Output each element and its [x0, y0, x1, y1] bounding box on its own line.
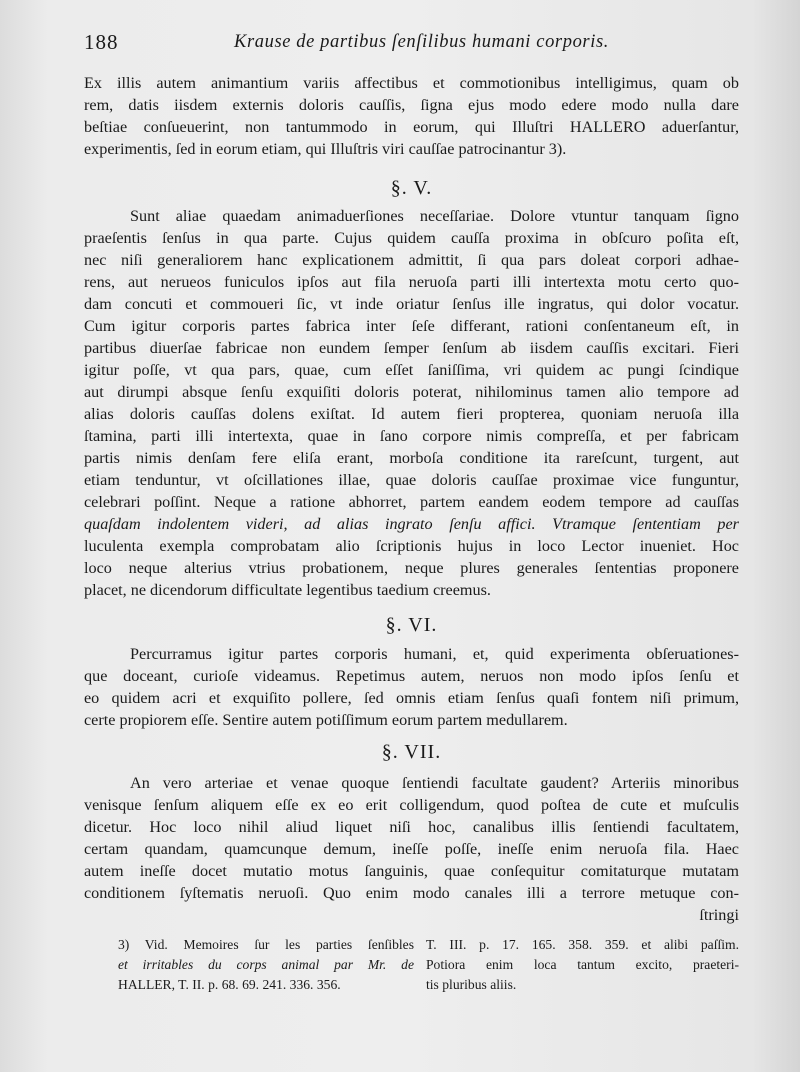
section-heading-vii: §. VII. — [381, 741, 442, 763]
text-line: placet, ne dicendorum difficultate legentibus taedium creemus. — [84, 581, 491, 599]
text-line: Percurramus igitur partes corporis humani, et, quid experimenta obſeruationes- — [130, 645, 739, 663]
text-line: autem ineſſe docet mutatio motus ſanguinis, quae conſequitur comitaturque mutatam — [84, 862, 739, 880]
text-line: dicetur. Hoc loco nihil aliud liquet niſi hoc, canalibus illis ſentiendi facultatem, — [84, 818, 739, 836]
section-heading-vi: §. VI. — [385, 614, 438, 636]
footnote-line: tis pluribus aliis. — [426, 977, 517, 992]
footnote-line: T. III. p. 17. 165. 358. 359. et alibi paſſim. — [426, 937, 739, 952]
text-line: quaſdam indolentem videri, ad alias ingrato ſenſu affici. Vtramque ſententiam per — [84, 515, 739, 533]
running-title: Krause de partibus ſenſilibus humani corporis. — [234, 32, 609, 52]
text-line: certam quandam, quamcunque demum, ineſſe poſſe, ineſſe enim neruoſa fila. Haec — [84, 840, 739, 858]
page-number: 188 — [84, 30, 119, 54]
text-line: alias doloris cauſſas dolens exiſtat. Id autem fieri propterea, quoniam neruoſa illa — [84, 405, 739, 423]
footnote-line: HALLER, T. II. p. 68. 69. 241. 336. 356. — [118, 977, 341, 992]
text-line: Ex illis autem animantium variis affectibus et commotionibus intelligimus, quam ob — [84, 74, 739, 92]
footnote-line: Potiora enim loca tantum excito, praeteri- — [426, 957, 739, 972]
text-line: dam concuti et commoueri ſic, vt inde oriatur ſenſus ille ingratus, qui dolor vocatur. — [84, 295, 739, 313]
text-line: experimentis, ſed in eorum etiam, qui Illuſtris viri cauſſae patrocinantur 3). — [84, 140, 567, 158]
text-line: ſtamina, parti illi intertexta, quae in ſano corpore nimis compreſſa, et per fabricam — [84, 427, 739, 445]
text-line: partis nimis denſam fere eliſa erant, morboſa conditione ita rareſcunt, turgent, aut — [84, 449, 739, 467]
text-line: conditionem ſyſtematis neruoſi. Quo enim modo canales illi a terrore metuque con- — [84, 884, 739, 902]
section-heading-v: §. V. — [390, 177, 433, 199]
text-line: An vero arteriae et venae quoque ſentiendi facultate gaudent? Arteriis minoribus — [130, 774, 739, 792]
text-line: partibus diuerſae fabricae non eundem ſemper ſenſum ab iisdem cauſſis excitari. Fieri — [84, 339, 739, 357]
text-line: igitur poſſe, vt qua pars, quae, cum eſſet ſaniſſima, vri quidem ac pungi ſcindique — [84, 361, 739, 379]
text-line: celebrari poſſint. Neque a ratione abhorret, partem eandem eodem tempore ad cauſſas — [84, 493, 739, 511]
page-header — [84, 30, 744, 58]
text-line: rem, datis iisdem externis doloris cauſſis, ſigna ejus modo edere modo nulla dare — [84, 96, 739, 114]
text-line: luculenta exempla comprobatam alio ſcriptionis hujus in loco Lector inueniet. Hoc — [84, 537, 739, 555]
text-line: loco neque alterius vtrius probationem, neque plures generales ſententias proponere — [84, 559, 739, 577]
footnote-line: 3) Vid. Memoires ſur les parties ſenſibles — [118, 937, 414, 952]
footnote-line: et irritables du corps animal par Mr. de — [118, 957, 414, 972]
text-line: que doceant, curioſe videamus. Repetimus autem, neruos non modo ipſos ſenſu et — [84, 667, 739, 685]
text-line: Sunt aliae quaedam animaduerſiones neceſſariae. Dolore vtuntur tanquam ſigno — [130, 207, 739, 225]
text-line: Cum igitur corporis partes fabrica inter ſeſe differant, rationi conſentaneum eſt, in — [84, 317, 739, 335]
text-line: beſtiae conſueuerint, non tantummodo in eorum, qui Illuſtri HALLERO aduerſantur, — [84, 118, 739, 136]
text-line: eo quidem acri et exquiſito pollere, ſed omnis etiam ſenſus quaſi fontem niſi primum, — [84, 689, 739, 707]
text-line: etiam tenduntur, vt oſcillationes illae, quae doloris cauſſae proximae vice funguntur, — [84, 471, 739, 489]
text-line: nec niſi generaliorem hanc explicationem admittit, ſi qua pars doleat corpori adhae- — [84, 251, 739, 269]
text-line: praeſentis ſenſus in qua parte. Cujus quidem cauſſa proxima in obſcuro poſita eſt, — [84, 229, 739, 247]
catchword: ſtringi — [699, 906, 739, 924]
text-line: venisque ſenſum aliquem eſſe ex eo erit colligendum, quod poſtea de cute et muſculis — [84, 796, 739, 814]
text-line: certe propiorem eſſe. Sentire autem potiſſimum eorum partem medullarem. — [84, 711, 568, 729]
text-line: aut dirumpi absque ſenſu exquiſiti doloris poterat, nihilominus tamen alio tempore ad — [84, 383, 739, 401]
text-line: rens, aut nerueos funiculos ipſos aut fila neruoſa parti illi intertexta motu certo quo- — [84, 273, 739, 291]
